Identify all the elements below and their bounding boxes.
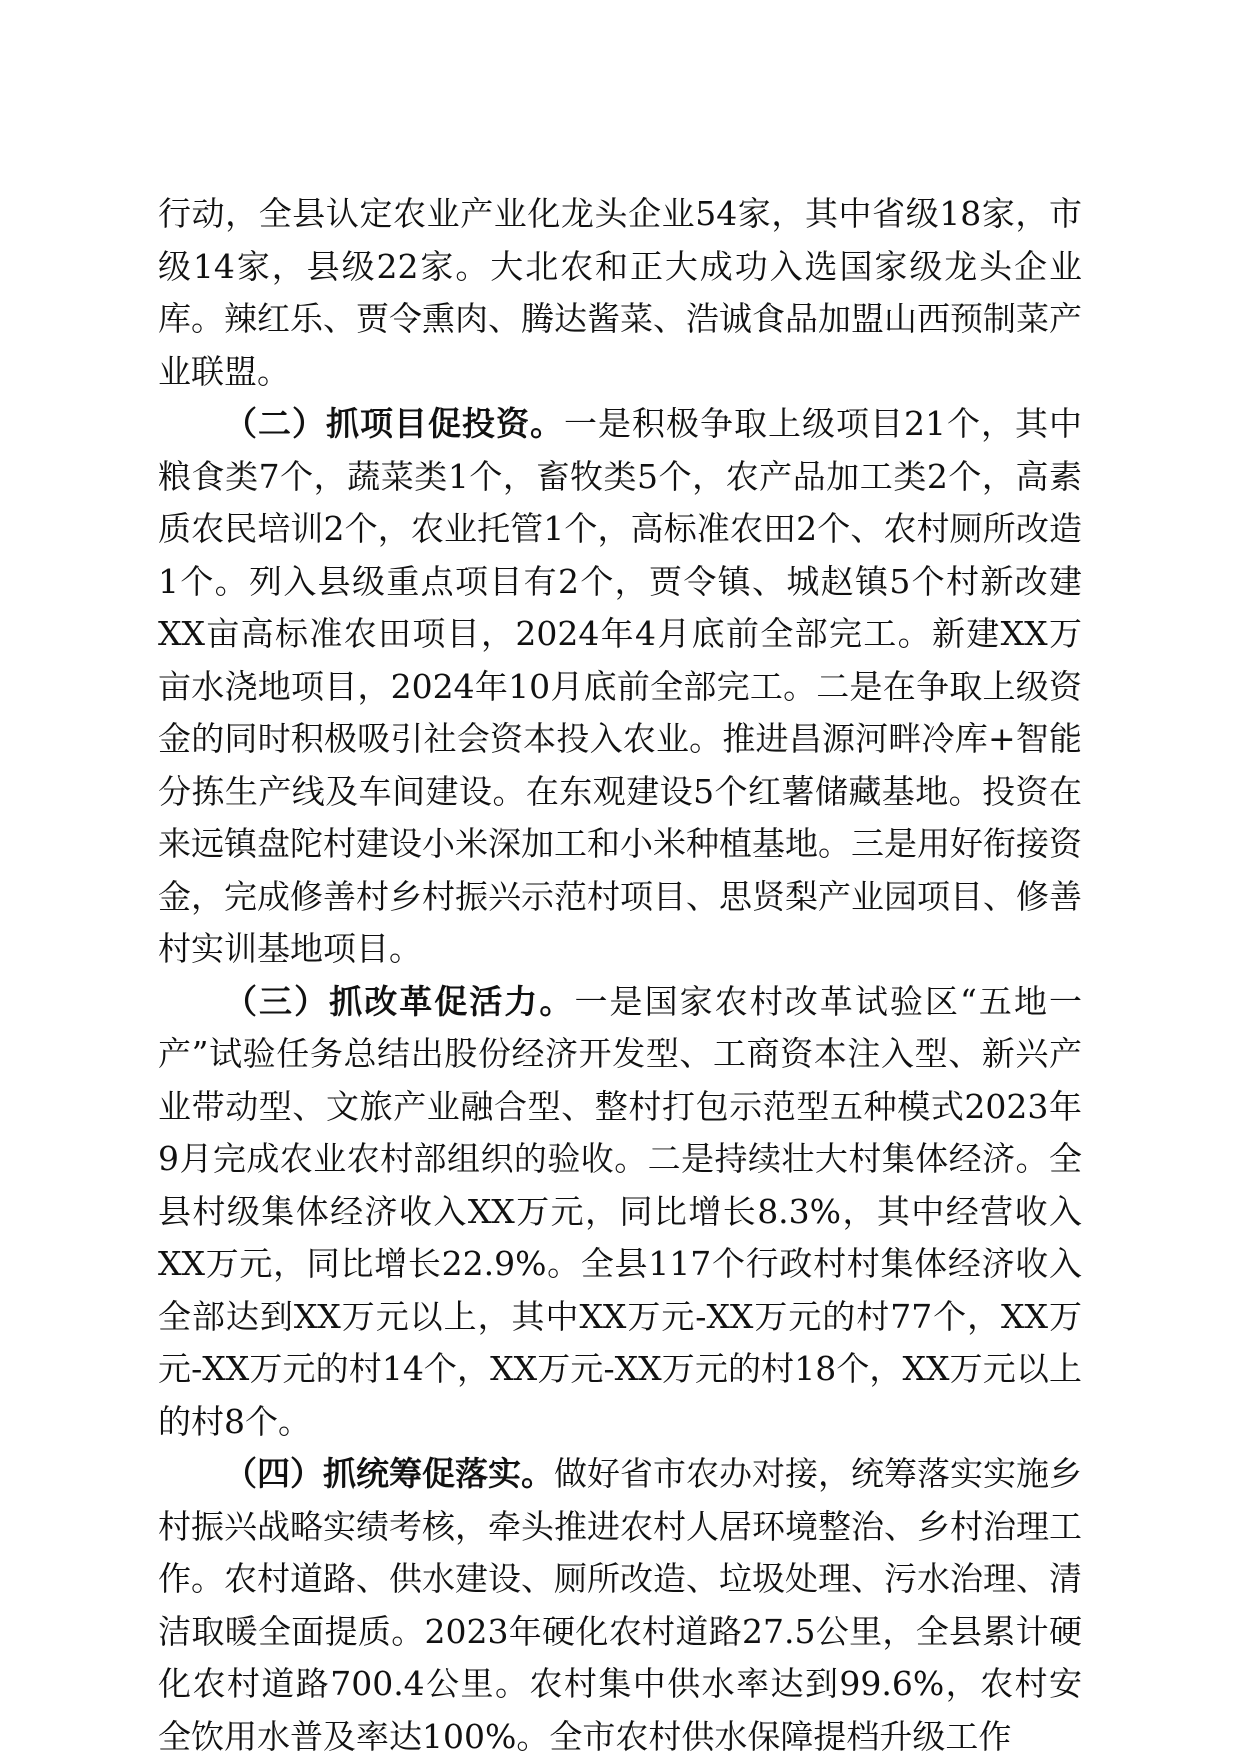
paragraph-continuation [158,188,1082,398]
paragraph-section-3 [158,976,1082,1449]
section-heading: （二）抓项目促投资。 [224,404,564,443]
paragraph-text: 一是积极争取上级项目21个，其中粮食类7个，蔬菜类1个，畜牧类5个，农产品加工类2个，高素质农民培训2个，农业托管1个，高标准农田2个、农村厕所改造1个。列入县级重点项目有2个，贾令镇、城赵镇5个村新改建XX亩高标准农田项目，2024年4月底前全部完工。新建XX万亩水浇地项目，2024年10月底前全部完工。二是在争取上级资金的同时积极吸引社会资本投入农业。推进昌源河畔冷库+智能分拣生产线及车间建设。在东观建设5个红薯储藏基地。投资在来远镇盘陀村建设小米深加工和小米种植基地。三是用好衔接资金，完成修善村乡村振兴示范村项目、思贤梨产业园项目、修善村实训基地项目。 [158,404,1082,968]
section-heading: （三）抓改革促活力。 [224,981,575,1021]
section-heading: （四）抓统筹促落实。 [224,1454,554,1493]
paragraph-text: 行动，全县认定农业产业化龙头企业54家，其中省级18家，市级14家，县级22家。大北农和正大成功入选国家级龙头企业库。辣红乐、贾令熏肉、腾达酱菜、浩诚食品加盟山西预制菜产业联盟。 [158,194,1082,391]
paragraph-section-4 [158,1448,1082,1763]
document-body [158,188,1082,1763]
paragraph-text: 一是国家农村改革试验区“五地一产”试验任务总结出股份经济开发型、工商资本注入型、新兴产业带动型、文旅产业融合型、整村打包示范型五种模式2023年9月完成农业农村部组织的验收。二是持续壮大村集体经济。全县村级集体经济收入XX万元，同比增长8.3%，其中经营收入XX万元，同比增长22.9%。全县117个行政村村集体经济收入全部达到XX万元以上，其中XX万元-XX万元的村77个，XX万元-XX万元的村14个，XX万元-XX万元的村18个，XX万元以上的村8个。 [158,981,1082,1441]
paragraph-text: 做好省市农办对接，统筹落实实施乡村振兴战略实绩考核，牵头推进农村人居环境整治、乡村治理工作。农村道路、供水建设、厕所改造、垃圾处理、污水治理、清洁取暖全面提质。2023年硬化农村道路27.5公里，全县累计硬化农村道路700.4公里。农村集中供水率达到99.6%，农村安全饮用水普及率达100%。全市农村供水保障提档升级工作 [158,1454,1082,1756]
paragraph-section-2 [158,398,1082,976]
